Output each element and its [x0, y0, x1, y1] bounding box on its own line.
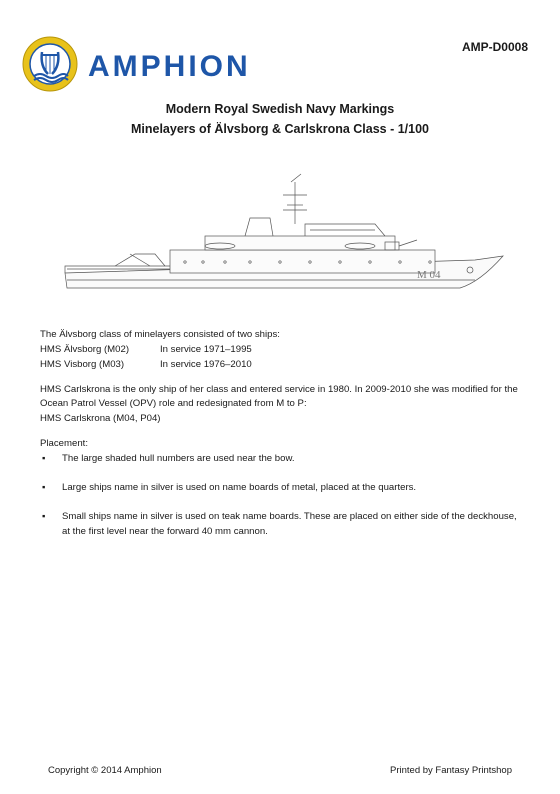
- printer-credit: Printed by Fantasy Printshop: [390, 765, 512, 776]
- page-title: Modern Royal Swedish Navy Markings: [165, 102, 395, 116]
- list-item: ▪ Small ships name in silver is used on teak name boards. These are placed on either side of the deckhouse, at the first level near the forward 40 mm cannon.: [42, 510, 517, 537]
- placement-list: [40, 452, 520, 539]
- ship-name: HMS Älvsborg (M02): [40, 343, 130, 355]
- carlskrona-paragraph: HMS Carlskrona is the only ship of her class and entered service in 1980. In 2009-2010 she was modified for the Ocean Patrol Vessel (OPV) role and redesignated from M to P:: [40, 383, 518, 410]
- bullet-icon: ▪: [42, 453, 46, 465]
- list-item: ▪ The large shaded hull numbers are used near the bow.: [40, 452, 520, 467]
- ship-service: In service 1971–1995: [160, 343, 252, 355]
- ship-name: HMS Visborg (M03): [40, 358, 125, 370]
- amphion-logo-seal: [22, 36, 78, 92]
- bullet-icon: ▪: [42, 510, 46, 522]
- bullet-icon: ▪: [42, 481, 46, 493]
- ship-row: [40, 343, 520, 358]
- brand-name: AMPHION: [88, 50, 251, 83]
- placement-heading: Placement:: [40, 438, 88, 450]
- hull-number: M 04: [417, 269, 441, 281]
- document-id: AMP-D0008: [461, 40, 528, 54]
- ship-illustration: [55, 170, 510, 305]
- body-text: [40, 328, 520, 553]
- intro-paragraph: The Älvsborg class of minelayers consisted of two ships:: [40, 329, 280, 340]
- carlskrona-line: HMS Carlskrona (M04, P04): [40, 413, 161, 425]
- ship-row: [40, 358, 520, 373]
- page-subtitle: Minelayers of Älvsborg & Carlskrona Class - 1/100: [130, 122, 430, 136]
- list-item: ▪ Large ships name in silver is used on name boards of metal, placed at the quarters.: [40, 481, 520, 496]
- minelayer-drawing: [55, 170, 510, 305]
- copyright-notice: Copyright © 2014 Amphion: [48, 765, 162, 776]
- lyre-seal-icon: [22, 36, 78, 92]
- ship-service: In service 1976–2010: [160, 358, 252, 370]
